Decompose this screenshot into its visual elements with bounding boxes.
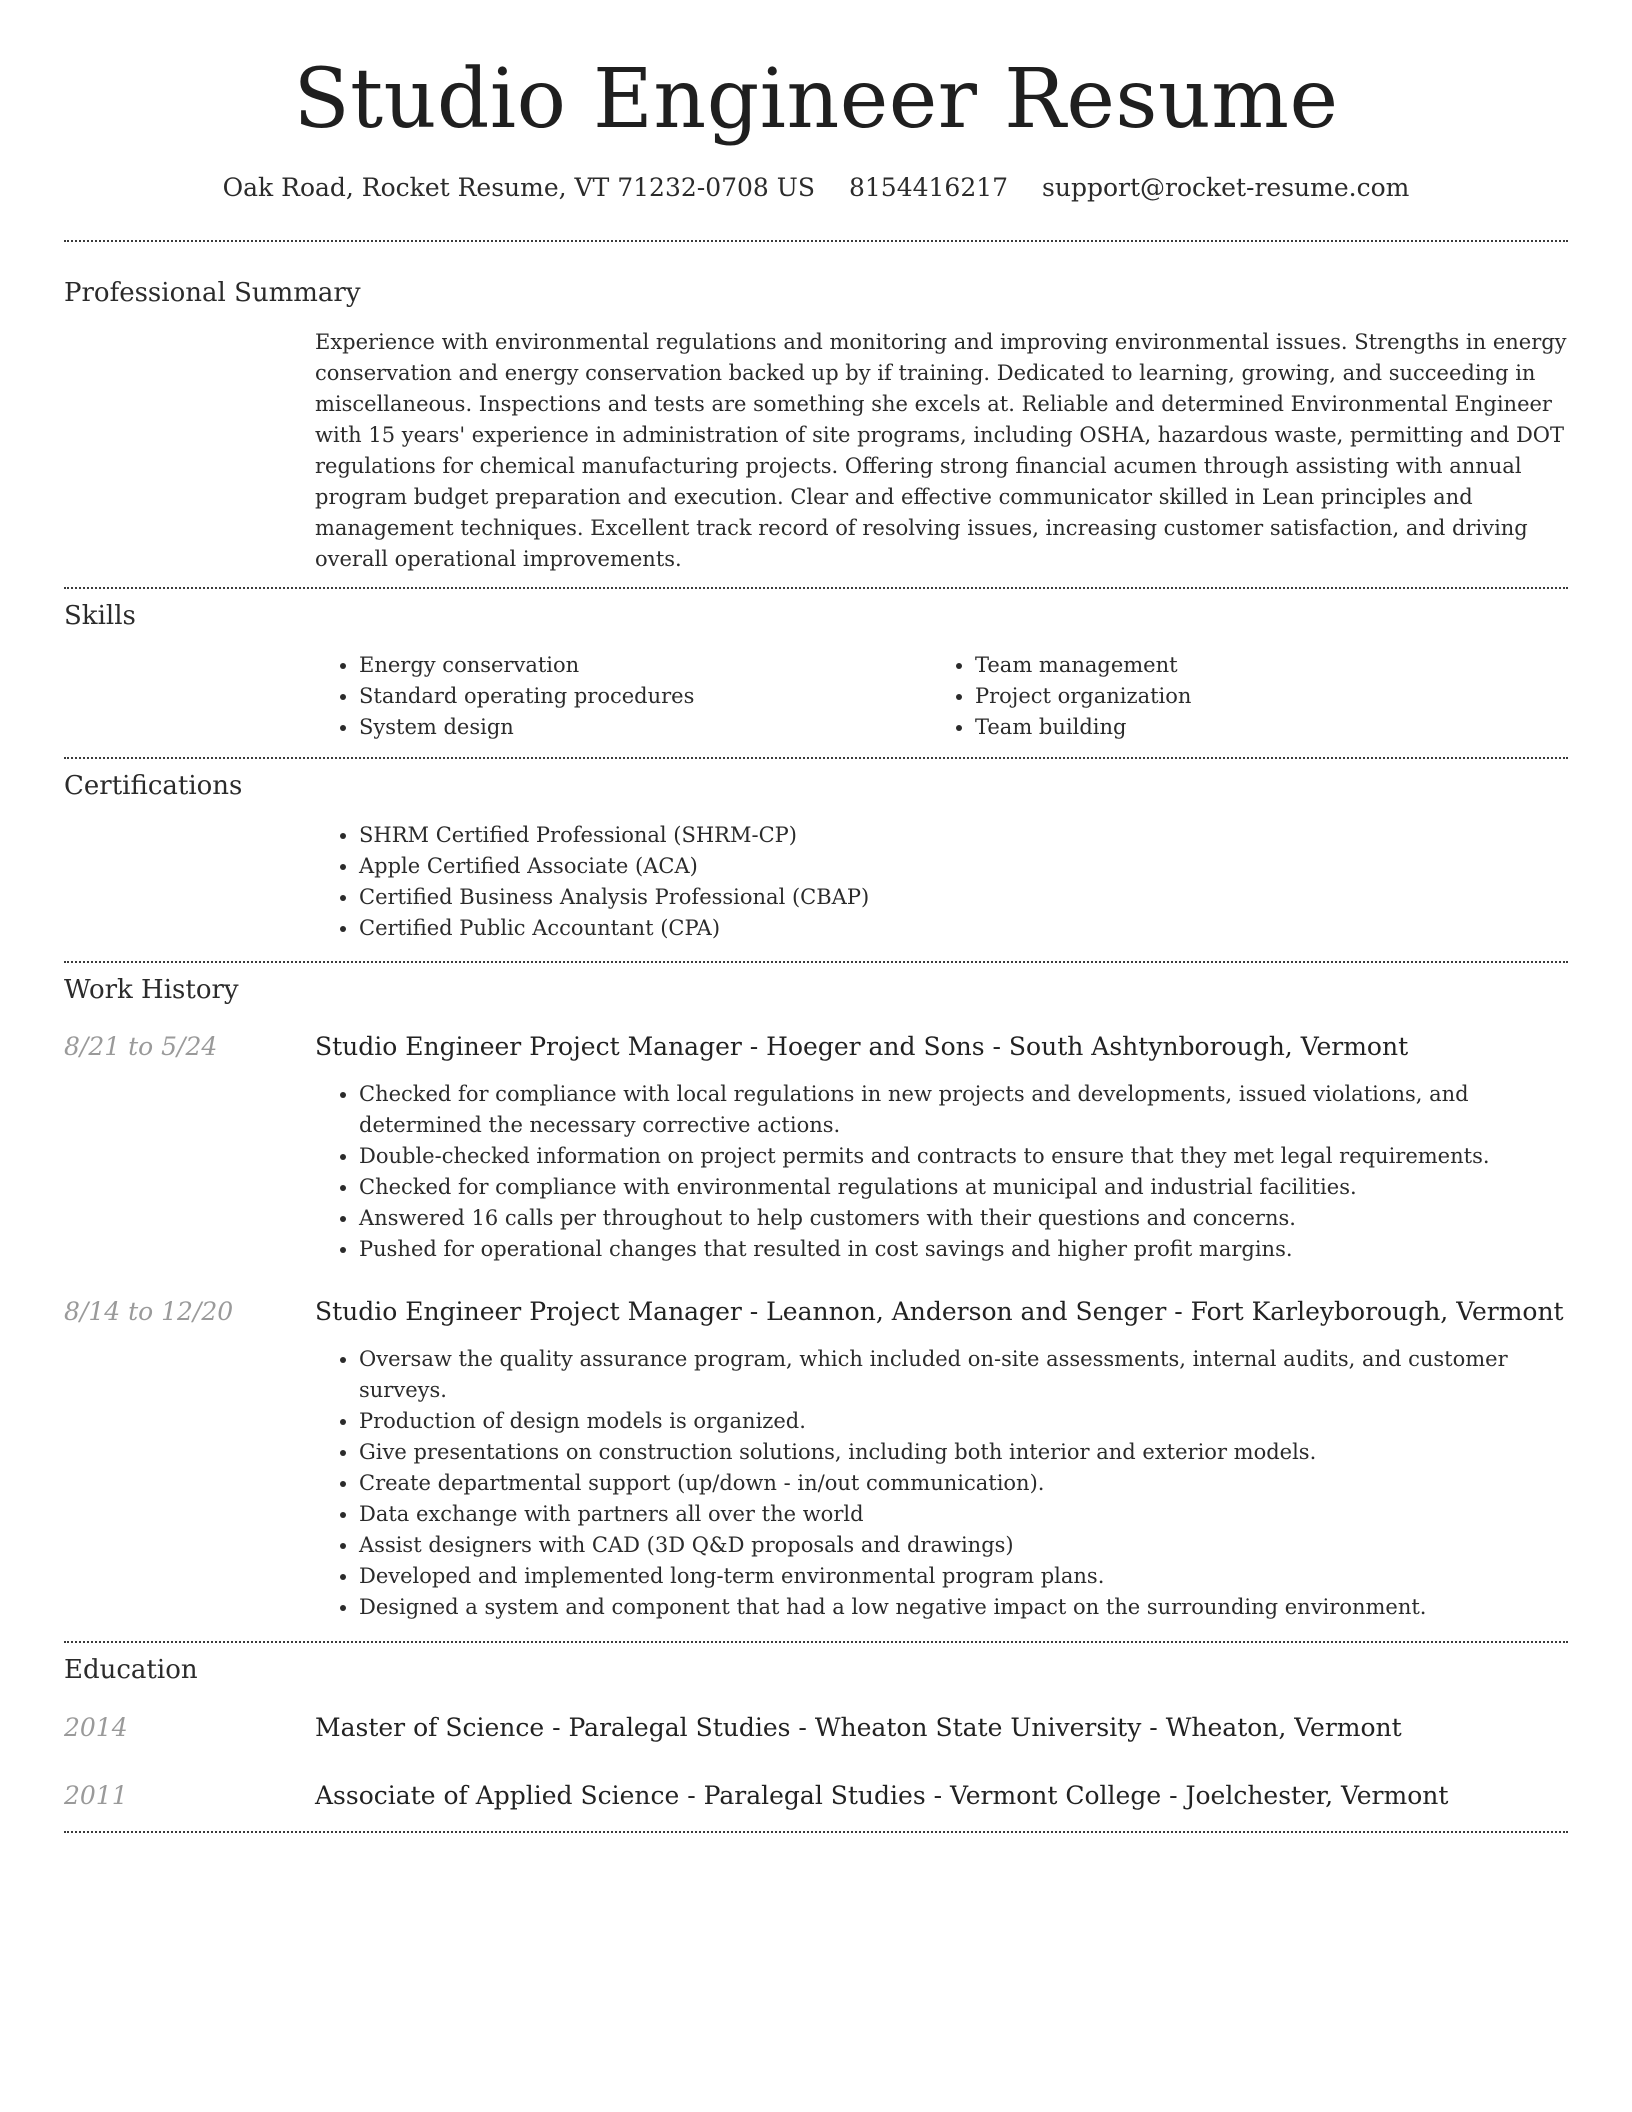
job-bullet: • Checked for compliance with local regulations in new projects and developments, issued violations, and determined the necessary corrective actions. (359, 1079, 1568, 1141)
certifications-content (315, 820, 1568, 944)
job-title: Studio Engineer Project Manager - Hoeger and Sons - South Ashtynborough, Vermont (315, 1032, 1409, 1061)
job-bullets (315, 1079, 1568, 1265)
job-bullet: • Double-checked information on project permits and contracts to ensure that they met legal requirements. (359, 1141, 1568, 1172)
job-bullet: • Pushed for operational changes that resulted in cost savings and higher profit margins. (359, 1234, 1568, 1265)
divider (64, 1641, 1568, 1643)
education-degree: Master of Science - Paralegal Studies - Wheaton State University - Wheaton, Vermont (315, 1713, 1402, 1742)
education-section (64, 1653, 1568, 1813)
certification-item: • SHRM Certified Professional (SHRM-CP) (359, 820, 1568, 851)
job-header (64, 1030, 1568, 1064)
skills-list-right (931, 650, 1547, 743)
summary-content (315, 327, 1568, 575)
certifications-section (64, 769, 1568, 944)
skill-item: • System design (359, 712, 931, 743)
job-bullet: • Checked for compliance with environmental regulations at municipal and industrial facilities. (359, 1172, 1568, 1203)
job-bullets (315, 1344, 1568, 1623)
job-dates: 8/14 to 12/20 (64, 1297, 234, 1326)
skills-grid (315, 650, 1568, 743)
skill-item: • Team management (975, 650, 1547, 681)
education-degree: Associate of Applied Science - Paralegal Studies - Vermont College - Joelchester, Vermont (315, 1781, 1449, 1810)
job-bullet: • Assist designers with CAD (3D Q&D proposals and drawings) (359, 1530, 1568, 1561)
job-bullet: • Oversaw the quality assurance program, which included on-site assessments, internal audits, and customer surveys. (359, 1344, 1568, 1406)
education-year: 2011 (64, 1781, 128, 1810)
certifications-list (315, 820, 1568, 944)
skills-heading: Skills (64, 601, 136, 631)
divider (64, 240, 1568, 242)
skill-item: • Energy conservation (359, 650, 931, 681)
contact-line (64, 172, 1568, 204)
job-bullet: • Data exchange with partners all over the world (359, 1499, 1568, 1530)
job-header (64, 1295, 1568, 1329)
resume-title: Studio Engineer Resume (293, 52, 1339, 147)
skills-list-left (315, 650, 931, 743)
skill-item: • Project organization (975, 681, 1547, 712)
summary-section (64, 276, 1568, 575)
job-bullet: • Answered 16 calls per throughout to help customers with their questions and concerns. (359, 1203, 1568, 1234)
job-dates: 8/21 to 5/24 (64, 1032, 218, 1061)
job-details (315, 1344, 1568, 1623)
job-entry (64, 1030, 1568, 1265)
education-entry (64, 1779, 1568, 1813)
summary-heading: Professional Summary (64, 278, 361, 308)
education-heading: Education (64, 1655, 198, 1685)
divider (64, 1831, 1568, 1833)
email: support@rocket-resume.com (1042, 173, 1410, 202)
job-bullet: • Developed and implemented long-term environmental program plans. (359, 1561, 1568, 1592)
job-details (315, 1079, 1568, 1265)
job-bullet: • Give presentations on construction solutions, including both interior and exterior models. (359, 1437, 1568, 1468)
education-entry (64, 1711, 1568, 1745)
certification-item: • Certified Public Accountant (CPA) (359, 913, 1568, 944)
certifications-heading: Certifications (64, 771, 243, 801)
divider (64, 587, 1568, 589)
skill-item: • Standard operating procedures (359, 681, 931, 712)
divider (64, 757, 1568, 759)
address: Oak Road, Rocket Resume, VT 71232-0708 US (222, 173, 815, 202)
resume-page (64, 0, 1568, 1833)
job-bullet: • Create departmental support (up/down - in/out communication). (359, 1468, 1568, 1499)
certification-item: • Apple Certified Associate (ACA) (359, 851, 1568, 882)
job-entry (64, 1295, 1568, 1623)
education-year: 2014 (64, 1713, 128, 1742)
phone: 8154416217 (848, 173, 1009, 202)
job-bullet: • Production of design models is organized. (359, 1406, 1568, 1437)
work-history-heading: Work History (64, 975, 239, 1005)
job-bullet: • Designed a system and component that had a low negative impact on the surrounding environment. (359, 1592, 1568, 1623)
work-history-section (64, 973, 1568, 1623)
job-title: Studio Engineer Project Manager - Leannon, Anderson and Senger - Fort Karleyborough, Vermont (315, 1297, 1564, 1326)
certification-item: • Certified Business Analysis Professional (CBAP) (359, 882, 1568, 913)
skills-section (64, 599, 1568, 743)
summary-text: Experience with environmental regulations and monitoring and improving environmental issues. Strengths in energy conservation and energy conservation backed up by if training. Dedicated to learning, growing, and succeeding in miscellaneous. Inspections and tests are something she excels at. Reliable and determined Environmental Engineer with 15 years' experience in administration of site programs, including OSHA, hazardous waste, permitting and DOT regulations for chemical manufacturing projects. Offering strong financial acumen through assisting with annual program budget preparation and execution. Clear and effective communicator skilled in Lean principles and management techniques. Excellent track record of resolving issues, increasing customer satisfaction, and driving overall operational improvements. (315, 330, 1567, 571)
divider (64, 961, 1568, 963)
skill-item: • Team building (975, 712, 1547, 743)
